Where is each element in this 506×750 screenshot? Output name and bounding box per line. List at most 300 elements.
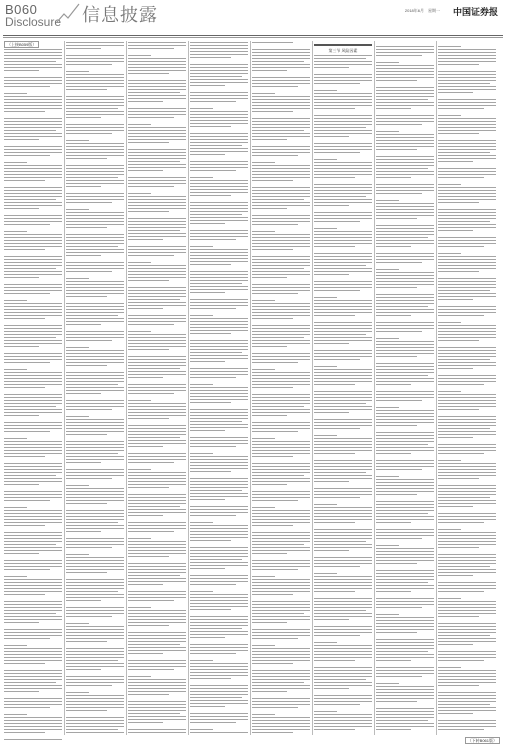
text-line: [128, 710, 186, 711]
text-line: [438, 384, 484, 385]
text-line: [128, 356, 186, 357]
text-line: [252, 438, 275, 439]
text-line: [128, 42, 186, 43]
text-line: [128, 566, 186, 567]
text-line: [66, 456, 124, 457]
text-line: [376, 614, 399, 615]
text-line: [4, 732, 45, 733]
text-line: [128, 669, 174, 670]
text-line: [4, 70, 39, 71]
text-line: [376, 356, 417, 357]
text-line: [128, 268, 186, 269]
text-line: [314, 560, 372, 561]
text-line: [438, 171, 496, 172]
text-line: [128, 368, 180, 369]
text-line: [376, 444, 428, 445]
text-line: [190, 239, 236, 240]
text-line: [314, 472, 366, 473]
text-line: [314, 651, 372, 652]
text-line: [128, 308, 163, 309]
text-line: [314, 152, 360, 153]
text-line: [128, 277, 186, 278]
masthead-rule-thin: [3, 37, 503, 38]
text-line: [438, 77, 496, 78]
text-line: [438, 58, 496, 59]
text-line: [66, 732, 124, 733]
text-line: [314, 507, 372, 508]
text-line: [4, 240, 62, 241]
text-line: [376, 118, 434, 119]
text-line: [66, 221, 124, 222]
text-line: [4, 635, 62, 636]
text-line: [376, 607, 422, 608]
text-line: [4, 93, 27, 94]
text-line: [4, 532, 62, 533]
text-line: [376, 588, 434, 589]
text-line: [4, 428, 62, 429]
text-line: [252, 582, 310, 583]
text-line: [66, 218, 124, 219]
text-line: [66, 522, 118, 523]
text-line: [128, 531, 174, 532]
text-line: [66, 48, 101, 49]
text-line: [252, 334, 310, 335]
text-line: [4, 500, 50, 501]
text-line: [190, 430, 225, 431]
text-line: [66, 717, 124, 718]
text-line: [376, 369, 434, 370]
text-line: [252, 136, 310, 137]
text-line: [66, 127, 124, 128]
text-line: [376, 384, 411, 385]
text-line: [252, 265, 310, 266]
text-line: [376, 407, 399, 408]
text-line: [4, 632, 62, 633]
text-line: [438, 428, 490, 429]
text-line: [4, 205, 62, 206]
text-line: [128, 170, 163, 171]
text-line: [314, 701, 372, 702]
text-line: [66, 215, 124, 216]
text-line: [438, 306, 496, 307]
text-line: [4, 105, 62, 106]
text-line: [376, 55, 422, 56]
text-line: [376, 667, 434, 668]
text-line: [128, 622, 186, 623]
text-line: [438, 575, 473, 576]
text-line: [4, 155, 50, 156]
text-line: [438, 557, 496, 558]
text-line: [128, 425, 186, 426]
text-line: [252, 679, 310, 680]
text-line: [314, 547, 372, 548]
text-line: [4, 83, 62, 84]
text-line: [66, 629, 124, 630]
text-line: [438, 174, 496, 175]
text-line: [128, 541, 186, 542]
text-line: [128, 371, 186, 372]
text-line: [314, 325, 372, 326]
text-line: [314, 695, 372, 696]
text-line: [376, 90, 434, 91]
text-line: [66, 42, 124, 43]
text-line: [66, 108, 118, 109]
text-line: [252, 607, 310, 608]
text-line: [376, 99, 428, 100]
text-line: [252, 481, 310, 482]
text-line: [376, 294, 434, 295]
text-line: [314, 281, 372, 282]
text-line: [4, 96, 62, 97]
text-line: [66, 434, 107, 435]
text-line: [314, 714, 372, 715]
text-line: [438, 644, 473, 645]
text-line: [4, 359, 62, 360]
text-line: [4, 168, 62, 169]
text-line: [376, 639, 434, 640]
text-line: [314, 378, 372, 379]
text-line: [438, 698, 496, 699]
text-line: [190, 716, 248, 717]
text-line: [252, 397, 310, 398]
text-line: [438, 632, 496, 633]
text-line: [376, 522, 411, 523]
text-line: [66, 710, 107, 711]
text-line: [314, 391, 372, 392]
text-line: [190, 729, 213, 730]
text-line: [376, 275, 434, 276]
text-line: [314, 340, 372, 341]
text-line: [438, 243, 496, 244]
text-line: [4, 174, 62, 175]
text-line: [438, 278, 496, 279]
text-line: [438, 365, 496, 366]
text-line: [190, 274, 248, 275]
text-line: [438, 325, 496, 326]
text-column: [128, 42, 186, 734]
text-line: [66, 124, 124, 125]
text-line: [438, 572, 496, 573]
text-line: [314, 177, 355, 178]
text-line: [4, 199, 56, 200]
text-line: [66, 356, 124, 357]
text-line: [252, 369, 275, 370]
text-line: [314, 256, 372, 257]
text-line: [314, 550, 349, 551]
text-line: [376, 698, 434, 699]
text-line: [66, 337, 124, 338]
text-line: [314, 591, 355, 592]
text-line: [376, 598, 434, 599]
text-line: [314, 67, 349, 68]
text-line: [190, 377, 236, 378]
column-separator: [188, 41, 189, 735]
text-line: [252, 180, 293, 181]
text-line: [438, 49, 496, 50]
text-line: [252, 130, 304, 131]
text-line: [314, 215, 372, 216]
text-line: [314, 720, 372, 721]
text-line: [314, 491, 372, 492]
text-line: [438, 726, 496, 727]
text-line: [314, 96, 372, 97]
text-line: [66, 579, 124, 580]
text-line: [376, 657, 434, 658]
text-line: [314, 679, 366, 680]
text-line: [128, 343, 186, 344]
text-line: [190, 565, 248, 566]
text-line: [128, 305, 186, 306]
text-line: [314, 221, 360, 222]
text-line: [314, 171, 372, 172]
text-line: [252, 124, 310, 125]
text-line: [314, 463, 372, 464]
text-line: [314, 297, 337, 298]
text-line: [66, 243, 124, 244]
text-line: [190, 540, 231, 541]
text-line: [252, 714, 275, 715]
text-line: [438, 290, 490, 291]
text-line: [376, 689, 434, 690]
text-line: [128, 133, 186, 134]
text-line: [128, 666, 186, 667]
text-line: [314, 121, 372, 122]
text-line: [190, 660, 213, 661]
text-line: [252, 507, 275, 508]
text-line: [376, 87, 434, 88]
text-line: [314, 557, 372, 558]
masthead: [0, 0, 506, 34]
text-line: [376, 394, 434, 395]
text-line: [438, 409, 479, 410]
text-line: [4, 698, 62, 699]
text-line: [190, 271, 248, 272]
text-line: [190, 471, 231, 472]
text-line: [252, 256, 310, 257]
text-line: [4, 594, 45, 595]
text-line: [438, 434, 496, 435]
text-line: [252, 70, 287, 71]
text-line: [190, 515, 236, 516]
text-line: [376, 353, 434, 354]
text-line: [190, 556, 248, 557]
text-line: [438, 375, 496, 376]
text-line: [128, 459, 186, 460]
text-line: [4, 337, 56, 338]
text-line: [190, 688, 248, 689]
text-line: [376, 453, 411, 454]
text-line: [190, 51, 248, 52]
text-line: [314, 99, 372, 100]
text-line: [128, 89, 186, 90]
text-line: [314, 698, 372, 699]
text-line: [4, 566, 62, 567]
text-line: [376, 620, 434, 621]
text-line: [376, 331, 422, 332]
text-line: [252, 588, 310, 589]
text-column: [66, 42, 124, 734]
text-line: [438, 670, 496, 671]
text-line: [4, 685, 62, 686]
text-line: [4, 165, 62, 166]
text-line: [314, 497, 360, 498]
text-line: [314, 532, 372, 533]
text-line: [66, 419, 124, 420]
text-line: [66, 544, 124, 545]
text-line: [4, 268, 56, 269]
paragraph-gap: [438, 732, 496, 734]
text-line: [128, 400, 151, 401]
text-line: [190, 246, 213, 247]
text-line: [190, 299, 248, 300]
text-line: [66, 111, 124, 112]
text-line: [438, 359, 490, 360]
text-line: [66, 613, 124, 614]
text-line: [252, 619, 310, 620]
text-line: [314, 64, 372, 65]
text-line: [128, 613, 186, 614]
text-line: [4, 622, 39, 623]
text-line: [128, 205, 186, 206]
text-line: [190, 292, 225, 293]
text-line: [190, 644, 248, 645]
text-line: [4, 139, 39, 140]
text-line: [66, 71, 89, 72]
text-line: [128, 713, 180, 714]
text-line: [128, 406, 186, 407]
text-line: [66, 105, 124, 106]
text-line: [314, 284, 372, 285]
text-line: [66, 632, 124, 633]
text-line: [252, 83, 310, 84]
text-line: [190, 54, 248, 55]
text-line: [4, 441, 62, 442]
text-line: [128, 415, 186, 416]
column-separator: [126, 41, 127, 735]
text-line: [376, 322, 434, 323]
text-line: [314, 573, 337, 574]
text-line: [4, 431, 50, 432]
text-line: [376, 551, 434, 552]
text-line: [314, 287, 372, 288]
text-line: [128, 315, 186, 316]
text-line: [190, 568, 225, 569]
text-line: [438, 328, 496, 329]
text-line: [376, 341, 434, 342]
text-line: [128, 619, 186, 620]
text-line: [252, 698, 310, 699]
text-line: [4, 569, 50, 570]
text-line: [4, 679, 62, 680]
text-line: [252, 155, 298, 156]
text-line: [190, 349, 248, 350]
text-line: [314, 475, 372, 476]
text-line: [252, 243, 310, 244]
text-line: [376, 413, 434, 414]
text-line: [314, 149, 372, 150]
text-line: [438, 83, 490, 84]
text-line: [376, 469, 422, 470]
text-line: [190, 189, 248, 190]
text-line: [438, 322, 461, 323]
text-line: [190, 427, 248, 428]
text-line: [190, 719, 248, 720]
text-line: [190, 591, 213, 592]
text-line: [438, 529, 461, 530]
text-line: [190, 324, 248, 325]
text-line: [438, 158, 496, 159]
text-line: [190, 647, 248, 648]
text-line: [66, 246, 118, 247]
text-line: [438, 588, 496, 589]
text-line: [4, 425, 62, 426]
text-line: [128, 607, 151, 608]
text-line: [190, 606, 248, 607]
text-line: [128, 594, 186, 595]
text-line: [438, 610, 496, 611]
text-line: [376, 670, 434, 671]
text-line: [252, 484, 287, 485]
text-line: [252, 337, 304, 338]
text-line: [438, 331, 496, 332]
text-line: [438, 55, 496, 56]
text-line: [314, 237, 372, 238]
text-line: [66, 202, 112, 203]
text-line: [190, 139, 248, 140]
text-line: [190, 484, 248, 485]
text-line: [66, 281, 124, 282]
text-line: [128, 719, 186, 720]
text-line: [376, 184, 434, 185]
text-line: [252, 287, 310, 288]
text-line: [376, 272, 434, 273]
text-line: [128, 158, 186, 159]
text-line: [128, 130, 186, 131]
text-line: [314, 159, 337, 160]
text-line: [4, 215, 62, 216]
text-line: [4, 124, 62, 125]
text-line: [4, 484, 39, 485]
text-line: [66, 469, 124, 470]
text-line: [4, 676, 62, 677]
text-line: [190, 487, 248, 488]
text-line: [190, 506, 248, 507]
text-line: [4, 525, 45, 526]
text-line: [128, 409, 186, 410]
text-line: [252, 535, 310, 536]
text-line: [66, 174, 124, 175]
text-line: [252, 394, 310, 395]
text-line: [4, 246, 62, 247]
text-line: [314, 375, 372, 376]
text-line: [4, 293, 50, 294]
text-line: [252, 52, 310, 53]
text-line: [376, 131, 399, 132]
text-line: [438, 695, 496, 696]
text-line: [438, 623, 496, 624]
text-line: [66, 347, 89, 348]
text-line: [252, 312, 310, 313]
text-line: [128, 331, 151, 332]
text-line: [128, 318, 186, 319]
text-line: [438, 720, 496, 721]
text-line: [252, 315, 310, 316]
text-line: [376, 234, 434, 235]
text-line: [190, 217, 248, 218]
text-line: [4, 372, 62, 373]
text-line: [438, 61, 496, 62]
text-line: [438, 353, 496, 354]
